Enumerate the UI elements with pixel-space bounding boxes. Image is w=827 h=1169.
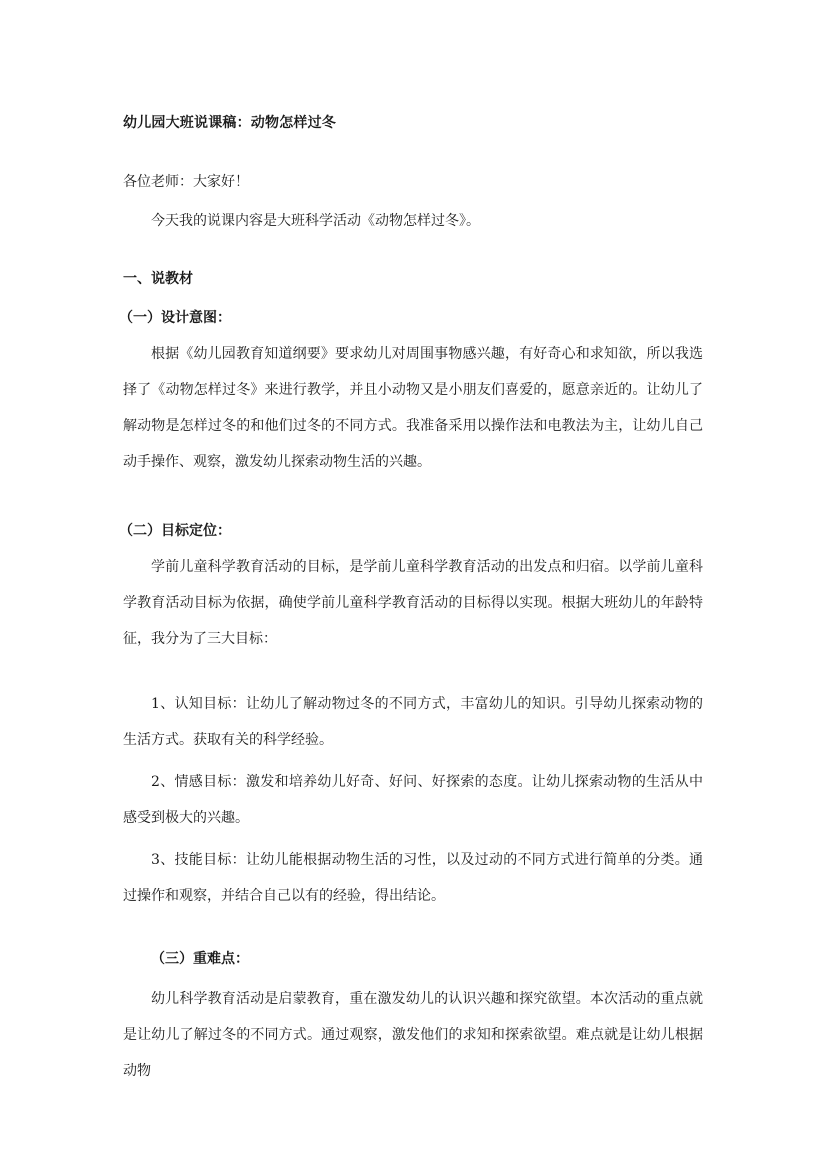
subsection-heading-goals: （二）目标定位： xyxy=(119,523,231,539)
paragraph-design-intent: 根据《幼儿园教育知道纲要》要求幼儿对周围事物感兴趣，有好奇心和求知欲，所以我选择了《动物怎样过冬》来进行教学，并且小动物又是小朋友们喜爱的，愿意亲近的。让幼儿了解动物是怎样过冬的和他们过冬的不同方式。我准备采用以操作法和电教法为主，让幼儿自己动手操作、观察，激发幼儿探索动物生活的兴趣。 xyxy=(123,346,703,470)
intro-text: 今天我的说课内容是大班科学活动《动物怎样过冬》。 xyxy=(151,213,480,229)
document-title: 幼儿园大班说课稿：动物怎样过冬 xyxy=(123,115,336,131)
goal-cognitive: 1、认知目标：让幼儿了解动物过冬的不同方式，丰富幼儿的知识。引导幼儿探索动物的生活方式。获取有关的科学经验。 xyxy=(123,696,703,748)
section-heading-textbook: 一、说教材 xyxy=(123,271,193,287)
paragraph-key-points: 幼儿科学教育活动是启蒙教育，重在激发幼儿的认识兴趣和探究欲望。本次活动的重点就是让幼儿了解过冬的不同方式。通过观察，激发他们的求知和探索欲望。难点就是让幼儿根据动物 xyxy=(123,991,703,1079)
greeting-text: 各位老师：大家好！ xyxy=(123,174,249,190)
subsection-heading-design-intent: （一）设计意图： xyxy=(119,310,231,326)
goal-skill: 3、技能目标：让幼儿能根据动物生活的习性，以及过动的不同方式进行简单的分类。通过操作和观察，并结合自己以有的经验，得出结论。 xyxy=(123,852,703,904)
subsection-heading-key-points: （三）重难点： xyxy=(151,951,249,967)
paragraph-goals-intro: 学前儿童科学教育活动的目标，是学前儿童科学教育活动的出发点和归宿。以学前儿童科学教育活动目标为依据，确使学前儿童科学教育活动的目标得以实现。根据大班幼儿的年龄特征，我分为了三大目标： xyxy=(123,559,703,647)
goal-emotional: 2、情感目标：激发和培养幼儿好奇、好问、好探索的态度。让幼儿探索动物的生活从中感受到极大的兴趣。 xyxy=(123,774,703,826)
